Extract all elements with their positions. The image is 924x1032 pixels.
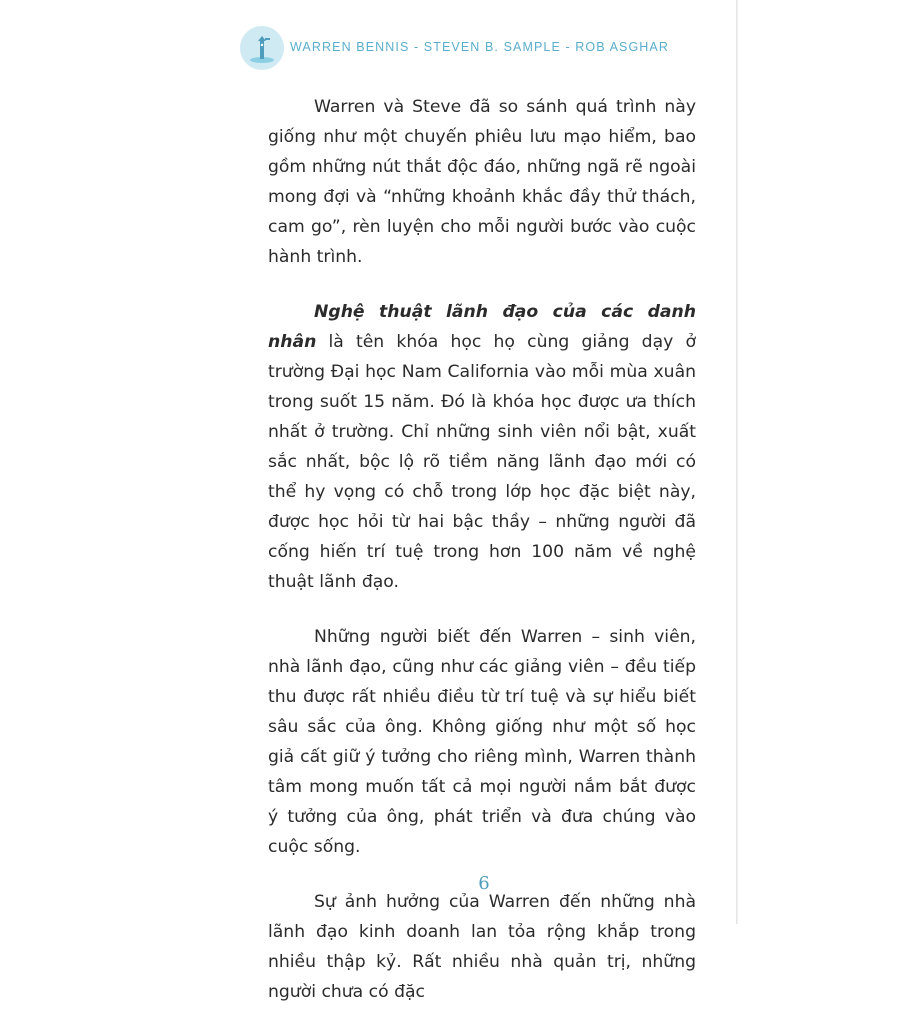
- book-authors: WARREN BENNIS - STEVEN B. SAMPLE - ROB ASGHAR: [290, 40, 669, 54]
- paragraph-4: [268, 887, 696, 1007]
- page-number: 6: [478, 873, 490, 894]
- paragraph-1: [268, 92, 696, 272]
- paragraph-text: Warren và Steve đã so sánh quá trình này giống như một chuyến phiêu lưu mạo hiểm, bao gồm những nút thắt độc đáo, những ngã rẽ ngoài mong đợi và “những khoảnh khắc đầy thử thách, cam go”, rèn luyện cho mỗi người bước vào cuộc hành trình.: [268, 97, 696, 267]
- course-title: Nghệ thuật lãnh đạo của các danh nhân: [268, 302, 696, 352]
- paragraph-2: [268, 297, 696, 597]
- lighthouse-icon: [240, 26, 284, 70]
- paragraph-text: Sự ảnh hưởng của Warren đến những nhà lãnh đạo kinh doanh lan tỏa rộng khắp trong nhiều thập kỷ. Rất nhiều nhà quản trị, những người chưa có đặc: [268, 892, 696, 1002]
- paragraph-3: [268, 622, 696, 862]
- paragraph-text: Những người biết đến Warren – sinh viên, nhà lãnh đạo, cũng như các giảng viên – đều tiếp thu được rất nhiều điều từ trí tuệ và sự hiểu biết sâu sắc của ông. Không giống như một số học giả cất giữ ý tưởng cho riêng mình, Warren thành tâm mong muốn tất cả mọi người nắm bắt được ý tưởng của ông, phát triển và đưa chúng vào cuộc sống.: [268, 627, 696, 857]
- paragraph-text: là tên khóa học họ cùng giảng dạy ở trường Đại học Nam California vào mỗi mùa xuân trong suốt 15 năm. Đó là khóa học được ưa thích nhất ở trường. Chỉ những sinh viên nổi bật, xuất sắc nhất, bộc lộ rõ tiềm năng lãnh đạo mới có thể hy vọng có chỗ trong lớp học đặc biệt này, được học hỏi từ hai bậc thầy – những người đã cống hiến trí tuệ trong hơn 100 năm về nghệ thuật lãnh đạo.: [268, 332, 696, 592]
- running-header: [240, 26, 720, 70]
